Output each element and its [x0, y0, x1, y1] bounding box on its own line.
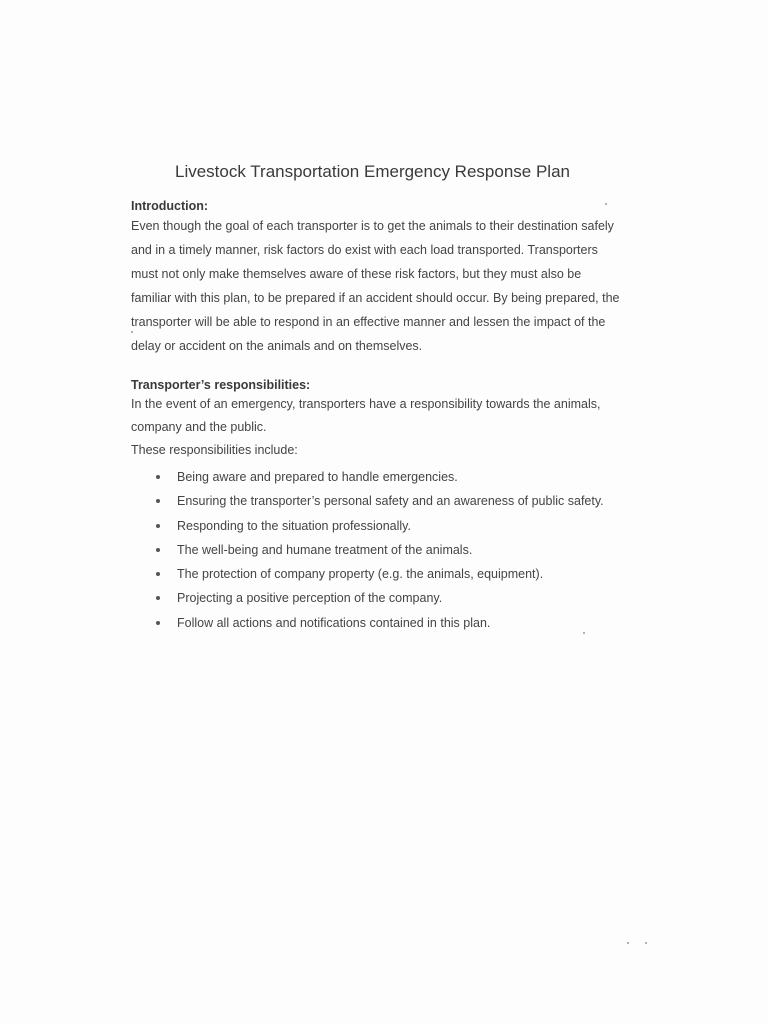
bullet-icon: [156, 524, 160, 528]
introduction-paragraph: [131, 214, 671, 358]
responsibilities-section: [131, 377, 671, 635]
bullet-icon: [156, 621, 160, 625]
list-item-text: Being aware and prepared to handle emergencies.: [177, 470, 458, 484]
paragraph-line: company and the public.: [131, 420, 267, 434]
paragraph-line: In the event of an emergency, transporters have a responsibility towards the animals,: [131, 397, 601, 411]
list-item-text: Responding to the situation professionally.: [177, 518, 411, 533]
scan-speck: [131, 331, 133, 333]
introduction-section: [131, 198, 671, 358]
list-item: [131, 465, 671, 489]
responsibilities-list: [131, 465, 671, 635]
list-item: [131, 562, 671, 586]
scan-speck: [583, 632, 585, 634]
list-item: [131, 611, 671, 635]
paragraph-line: transporter will be able to respond in an effective manner and lessen the impact of the: [131, 315, 606, 329]
list-item-text: Projecting a positive perception of the company.: [177, 591, 443, 606]
paragraph-line: must not only make themselves aware of these risk factors, but they must also be: [131, 267, 582, 281]
bullet-icon: [156, 475, 160, 479]
paragraph-line: and in a timely manner, risk factors do exist with each load transported. Transporters: [131, 243, 598, 257]
list-item: [131, 489, 671, 513]
scan-speck: [627, 942, 629, 944]
bullet-icon: [156, 596, 160, 600]
responsibilities-paragraph: [131, 393, 671, 462]
list-item-text: The protection of company property (e.g. the animals, equipment).: [177, 567, 544, 582]
list-item: [131, 586, 671, 610]
list-item-text: The well-being and humane treatment of the animals.: [177, 542, 473, 557]
responsibilities-heading: Transporter’s responsibilities:: [131, 378, 311, 392]
paragraph-line: These responsibilities include:: [131, 443, 298, 457]
list-item: [131, 514, 671, 538]
scan-speck: [605, 203, 607, 205]
document-title: Livestock Transportation Emergency Response Plan: [175, 162, 570, 181]
paragraph-line: familiar with this plan, to be prepared if an accident should occur. By being prepared, the: [131, 291, 620, 305]
list-item-text: Ensuring the transporter’s personal safety and an awareness of public safety.: [177, 494, 604, 509]
list-item: [131, 538, 671, 562]
bullet-icon: [156, 499, 160, 503]
bullet-icon: [156, 548, 160, 552]
paragraph-line: delay or accident on the animals and on themselves.: [131, 339, 423, 353]
introduction-heading: Introduction:: [131, 199, 209, 213]
scan-speck: [645, 942, 647, 944]
list-item-text: Follow all actions and notifications contained in this plan.: [177, 615, 491, 630]
paragraph-line: Even though the goal of each transporter is to get the animals to their destination safely: [131, 219, 614, 233]
bullet-icon: [156, 572, 160, 576]
